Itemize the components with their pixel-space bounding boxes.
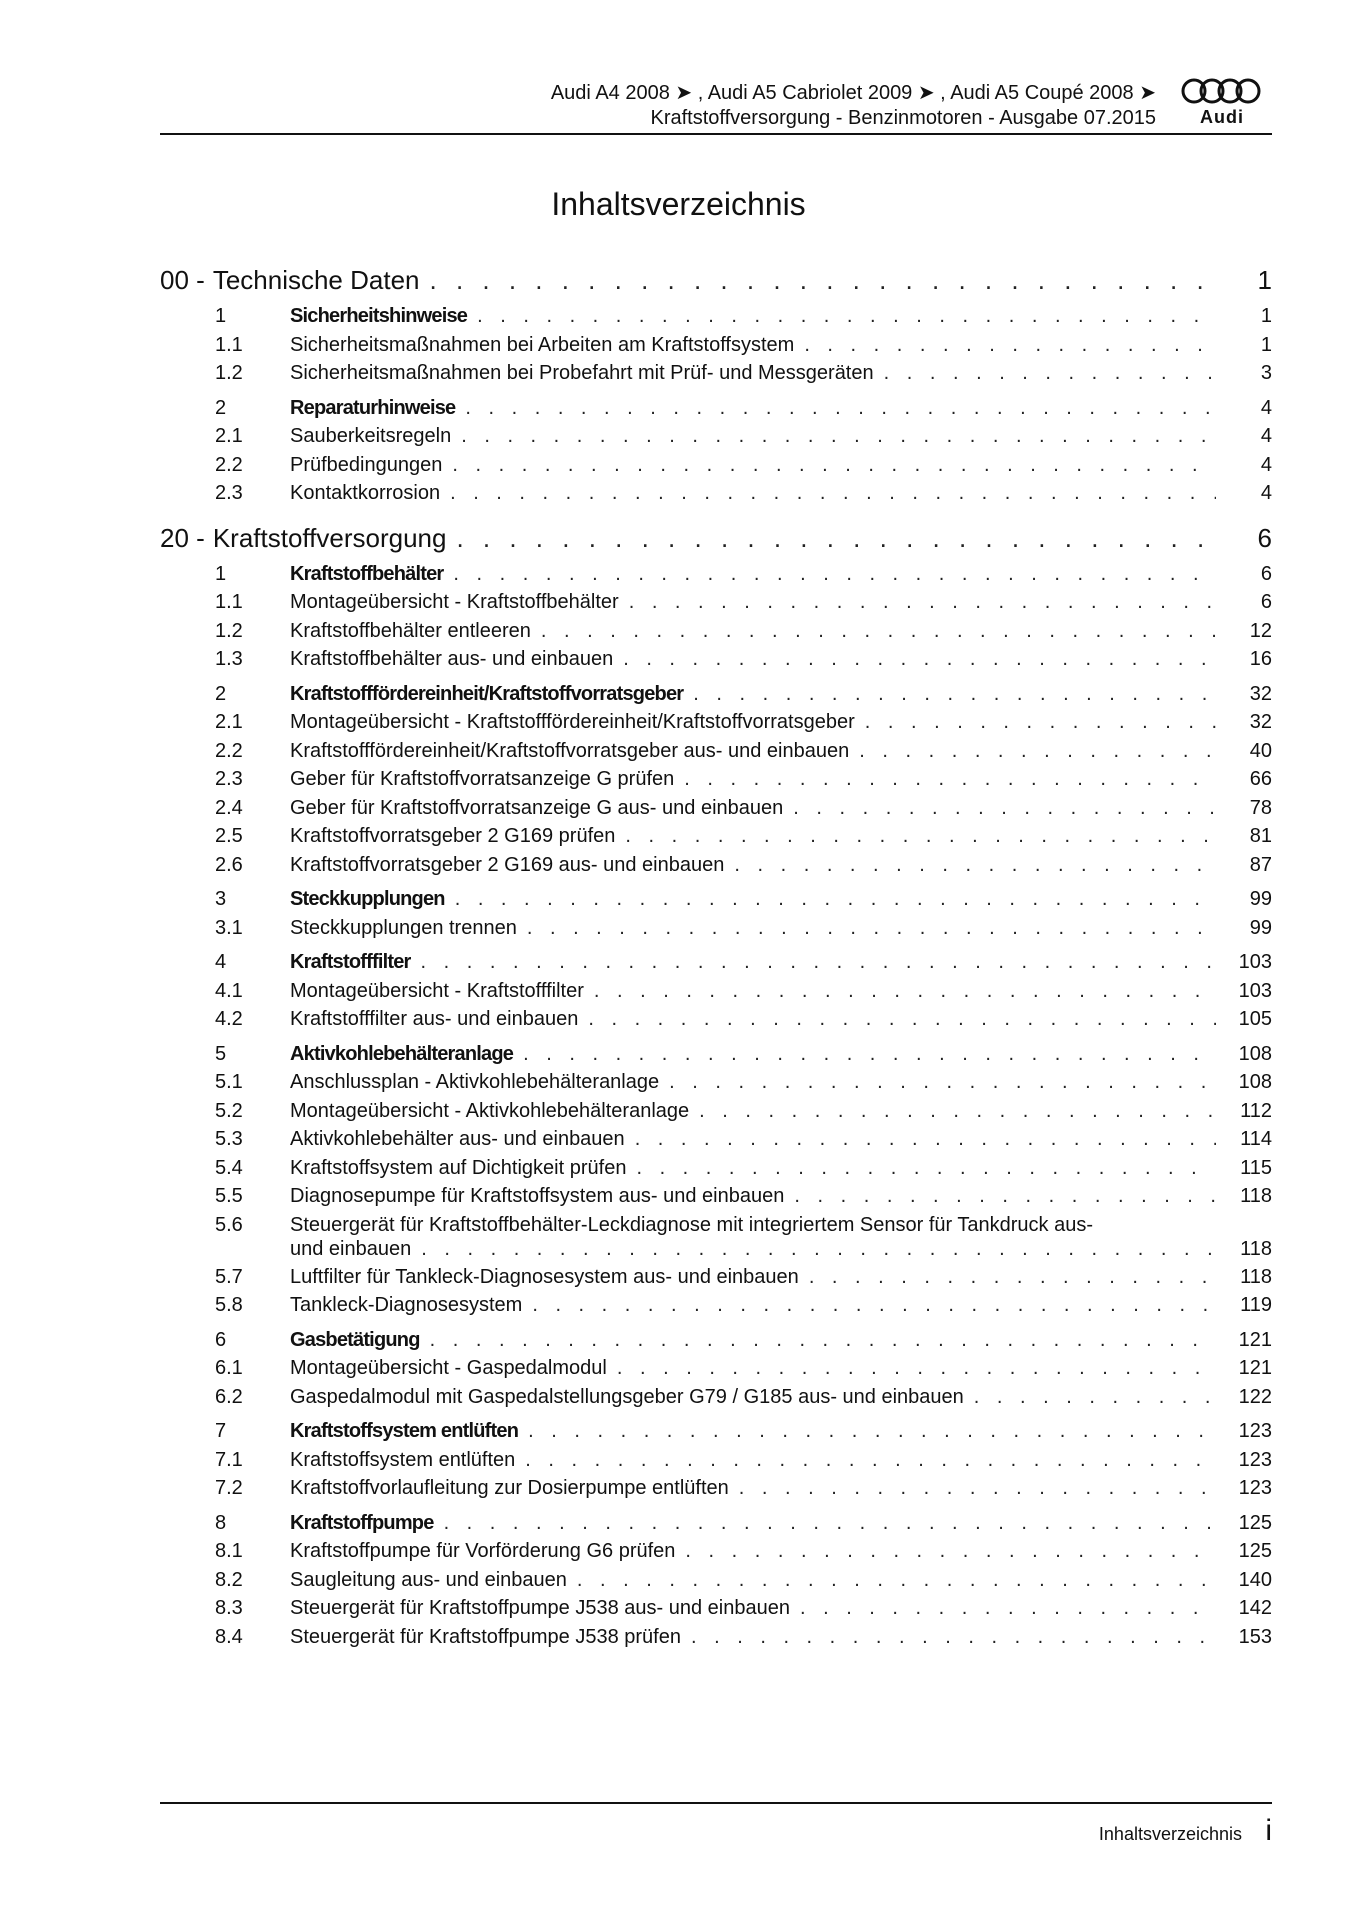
- toc-entry-number: 5.1: [215, 1071, 243, 1093]
- header-vehicle-line: Audi A4 2008 ➤ , Audi A5 Cabriolet 2009 ➤ , Audi A5 Coupé 2008 ➤: [550, 82, 1156, 104]
- toc-leader-dots: [636, 1157, 1216, 1180]
- toc-section[interactable]: [160, 1512, 1272, 1541]
- toc-leader-dots: [594, 980, 1216, 1003]
- toc-leader-dots: [456, 523, 1222, 554]
- toc-entry-page: 32: [1249, 711, 1272, 733]
- toc-entry-label: Montageübersicht - Gaspedalmodul: [290, 1357, 607, 1379]
- footer-page-number: i: [1265, 1814, 1272, 1847]
- toc-leader-dots: [430, 1329, 1216, 1352]
- toc-leader-dots: [532, 1294, 1216, 1317]
- toc-subsection[interactable]: [160, 620, 1272, 649]
- toc-entry-page: 3: [1260, 362, 1272, 384]
- toc-entry-label: Kraftstofffilter aus- und einbauen: [290, 1008, 579, 1030]
- toc-leader-dots: [691, 1626, 1216, 1649]
- toc-entry-page: 4: [1260, 453, 1272, 476]
- toc-entry-label: Kraftstoffbehälter aus- und einbauen: [290, 648, 614, 670]
- toc-entry-page: 118: [1240, 1265, 1272, 1288]
- toc-section[interactable]: [160, 1420, 1272, 1449]
- toc-entry-label-continued: und einbauen: [290, 1237, 412, 1260]
- toc-leader-dots: [477, 305, 1216, 328]
- toc-entry-label: Kraftstofffördereinheit/Kraftstoffvorratsgeber aus- und einbauen: [290, 739, 850, 762]
- toc-entry-number: 1.1: [215, 333, 243, 356]
- toc-section[interactable]: [160, 888, 1272, 917]
- toc-entry-number: 5.6: [215, 1213, 243, 1236]
- toc-subsection[interactable]: [160, 854, 1272, 883]
- toc-entry-number: 2.2: [215, 739, 243, 762]
- audi-rings-icon: [1172, 76, 1272, 106]
- toc-entry-page: 114: [1240, 1128, 1272, 1150]
- toc-entry-number: 2.3: [215, 482, 243, 504]
- toc-entry-label: Sicherheitsmaßnahmen bei Arbeiten am Kraftstoffsystem: [290, 333, 795, 356]
- toc-entry-page: 125: [1238, 1511, 1272, 1534]
- toc-leader-dots: [527, 917, 1216, 940]
- toc-leader-dots: [804, 334, 1216, 357]
- toc-entry-page: 6: [1260, 562, 1272, 585]
- toc-leader-dots: [794, 1185, 1216, 1208]
- toc-entry-page: 99: [1249, 916, 1272, 939]
- toc-leader-dots: [617, 1357, 1216, 1380]
- toc-entry-page: 6: [1260, 591, 1272, 613]
- toc-entry-number: 5.8: [215, 1294, 243, 1316]
- toc-entry-label: Montageübersicht - Kraftstoffbehälter: [290, 591, 619, 613]
- toc-entry-label: Montageübersicht - Aktivkohlebehälteranlage: [290, 1099, 690, 1122]
- toc-entry-page: 142: [1238, 1597, 1272, 1619]
- toc-entry-page: 4: [1260, 482, 1272, 504]
- toc-entry-number: 6.2: [215, 1385, 243, 1408]
- toc-subsection[interactable]: [160, 917, 1272, 946]
- toc-subsection[interactable]: [160, 1100, 1272, 1129]
- toc-entry-number: 5.3: [215, 1128, 243, 1150]
- toc-leader-dots: [629, 591, 1216, 614]
- toc-subsection[interactable]: [160, 1569, 1272, 1598]
- toc-entry-page: 78: [1249, 796, 1272, 819]
- toc-subsection[interactable]: [160, 362, 1272, 391]
- toc-chapter[interactable]: [160, 265, 1272, 299]
- toc-subsection[interactable]: [160, 1357, 1272, 1386]
- toc-entry-label: Luftfilter für Tankleck-Diagnosesystem aus- und einbauen: [290, 1265, 799, 1288]
- page-footer: [160, 1802, 1272, 1847]
- toc-subsection[interactable]: [160, 1157, 1272, 1186]
- toc-entry-number: 7.2: [215, 1477, 243, 1499]
- toc-subsection[interactable]: [160, 1626, 1272, 1655]
- toc-entry-label: Prüfbedingungen: [290, 453, 443, 476]
- toc-entry-label: Kraftstoffsystem auf Dichtigkeit prüfen: [290, 1156, 627, 1179]
- header-document-line: Kraftstoffversorgung - Benzinmotoren - Ausgabe 07.2015: [650, 107, 1156, 129]
- toc-entry-number: 2.5: [215, 825, 243, 847]
- toc-leader-dots: [739, 1477, 1216, 1500]
- toc-section[interactable]: [160, 397, 1272, 426]
- toc-leader-dots: [528, 1420, 1216, 1443]
- toc-entry-page: 103: [1238, 979, 1272, 1002]
- toc-subsection[interactable]: [160, 1266, 1272, 1295]
- page-header: [160, 74, 1272, 134]
- toc-leader-dots: [588, 1008, 1216, 1031]
- toc-entry-page: 32: [1249, 682, 1272, 705]
- toc-leader-dots: [974, 1386, 1216, 1409]
- toc-subsection[interactable]: [160, 980, 1272, 1009]
- toc-entry-label: Sicherheitsmaßnahmen bei Probefahrt mit Prüf- und Messgeräten: [290, 362, 874, 384]
- toc-entry-number: 5.4: [215, 1156, 243, 1179]
- toc-entry-label: Montageübersicht - Kraftstofffilter: [290, 979, 584, 1002]
- toc-entry-number: 4.2: [215, 1008, 243, 1030]
- toc-entry-label: Kraftstoffbehälter: [290, 562, 444, 585]
- toc-leader-dots: [635, 1128, 1216, 1151]
- toc-entry-line: [160, 1214, 1272, 1238]
- toc-entry-page: 87: [1249, 853, 1272, 876]
- toc-subsection[interactable]: [160, 591, 1272, 620]
- toc-entry-number: 2.3: [215, 768, 243, 790]
- toc-entry-label: Geber für Kraftstoffvorratsanzeige G prüfen: [290, 768, 675, 790]
- toc-subsection[interactable]: [160, 425, 1272, 454]
- toc-leader-dots: [421, 951, 1216, 974]
- toc-leader-dots: [669, 1071, 1216, 1094]
- toc-entry-page: 81: [1249, 825, 1272, 847]
- toc-subsection[interactable]: [160, 454, 1272, 483]
- toc-leader-dots: [865, 711, 1216, 734]
- toc-subsection[interactable]: [160, 1128, 1272, 1157]
- toc-entry-page: 103: [1238, 951, 1272, 973]
- toc-entry-label: Aktivkohlebehälteranlage: [290, 1042, 514, 1065]
- toc-subsection[interactable]: [160, 740, 1272, 769]
- toc-subsection[interactable]: [160, 1008, 1272, 1037]
- toc-entry-page: 16: [1249, 648, 1272, 670]
- toc-entry-line: [160, 1238, 1272, 1266]
- toc-leader-dots: [685, 1540, 1216, 1563]
- toc-entry-page: 1: [1260, 333, 1272, 356]
- toc-entry-number: 6.1: [215, 1357, 243, 1379]
- toc-leader-dots: [859, 740, 1216, 763]
- toc-entry-number: 2: [215, 396, 227, 419]
- toc-leader-dots: [699, 1100, 1216, 1123]
- toc-entry-number: 2.2: [215, 453, 243, 476]
- toc-leader-dots: [800, 1597, 1216, 1620]
- toc-chapter[interactable]: [160, 523, 1272, 557]
- toc-subsection[interactable]: [160, 1597, 1272, 1626]
- audi-logo-text: Audi: [1200, 107, 1244, 127]
- toc-entry-page: 115: [1240, 1156, 1272, 1179]
- toc-entry-label: Gaspedalmodul mit Gaspedalstellungsgeber G79 / G185 aus- und einbauen: [290, 1385, 964, 1408]
- toc-entry-page: 121: [1238, 1328, 1272, 1351]
- toc-entry-page: 4: [1260, 425, 1272, 447]
- toc-leader-dots: [465, 397, 1216, 420]
- toc-entry-number: 2.1: [215, 711, 243, 733]
- toc-entry-number: 4: [215, 951, 227, 973]
- toc-entry-label: Diagnosepumpe für Kraftstoffsystem aus- und einbauen: [290, 1185, 785, 1207]
- toc-subsection[interactable]: [160, 1449, 1272, 1478]
- toc-entry-number: 5.5: [215, 1185, 243, 1207]
- toc-entry-number: 5.2: [215, 1099, 243, 1122]
- toc-entry-number: 1: [215, 562, 227, 585]
- toc-entry-page: 122: [1238, 1385, 1272, 1408]
- toc-entry-label: Montageübersicht - Kraftstofffördereinheit/Kraftstoffvorratsgeber: [290, 711, 855, 733]
- toc-entry-label: Reparaturhinweise: [290, 396, 456, 419]
- toc-leader-dots: [884, 362, 1216, 385]
- toc-entry-page: 1: [1260, 305, 1272, 327]
- toc-subsection[interactable]: [160, 1294, 1272, 1323]
- toc-entry-label: Kraftstoffvorlaufleitung zur Dosierpumpe entlüften: [290, 1477, 729, 1499]
- toc-entry-number: 5.7: [215, 1265, 243, 1288]
- toc-entry-page: 123: [1238, 1420, 1272, 1442]
- toc-leader-dots: [577, 1569, 1216, 1592]
- toc-entry-number: 3: [215, 888, 227, 910]
- toc-entry-label: Sauberkeitsregeln: [290, 425, 452, 447]
- toc-entry-page: 153: [1238, 1625, 1272, 1648]
- toc-entry-page: 112: [1240, 1099, 1272, 1122]
- toc-entry-number: 8.2: [215, 1568, 243, 1591]
- toc-entry-label: Kraftstoffbehälter entleeren: [290, 619, 531, 642]
- toc-entry-label: Kraftstoffvorratsgeber 2 G169 aus- und einbauen: [290, 853, 725, 876]
- toc-leader-dots: [541, 620, 1216, 643]
- toc-entry-page: 140: [1238, 1568, 1272, 1591]
- toc-entry-number: 6: [215, 1328, 227, 1351]
- toc-entry-number: 2.1: [215, 425, 243, 447]
- toc-leader-dots: [809, 1266, 1216, 1289]
- toc-entry-number: 8.3: [215, 1597, 243, 1619]
- table-of-contents: [160, 265, 1272, 1654]
- toc-leader-dots: [693, 683, 1216, 706]
- toc-entry-label: Kraftstoffpumpe für Vorförderung G6 prüfen: [290, 1540, 676, 1562]
- toc-entry-page: 40: [1249, 739, 1272, 762]
- toc-entry-number: 8: [215, 1511, 227, 1534]
- toc-subsection[interactable]: [160, 1540, 1272, 1569]
- toc-leader-dots: [684, 768, 1216, 791]
- toc-entry-label: Kraftstoffsystem entlüften: [290, 1448, 516, 1471]
- toc-entry-number: 7: [215, 1420, 227, 1442]
- toc-entry-label: Kraftstoffversorgung: [212, 522, 447, 553]
- toc-entry-number: 00 -: [160, 265, 205, 295]
- toc-entry-number: 5: [215, 1042, 227, 1065]
- toc-subsection[interactable]: [160, 1071, 1272, 1100]
- toc-section[interactable]: [160, 951, 1272, 980]
- toc-entry-number: 20 -: [160, 522, 205, 553]
- toc-section[interactable]: [160, 683, 1272, 712]
- toc-entry-page: 4: [1260, 396, 1272, 419]
- audi-logo: [1172, 76, 1272, 134]
- toc-entry-page: 108: [1238, 1042, 1272, 1065]
- toc-subsection[interactable]: [160, 1386, 1272, 1415]
- toc-entry-page: 118: [1240, 1185, 1272, 1207]
- toc-entry-number: 8.4: [215, 1625, 243, 1648]
- toc-leader-dots: [734, 854, 1216, 877]
- toc-entry-label: Gasbetätigung: [290, 1328, 420, 1351]
- toc-entry-label: Steckkupplungen trennen: [290, 916, 517, 939]
- toc-entry-label: Kraftstoffpumpe: [290, 1511, 434, 1534]
- toc-subsection[interactable]: [160, 1214, 1272, 1266]
- toc-leader-dots: [455, 888, 1216, 911]
- toc-entry-page: 119: [1240, 1294, 1272, 1316]
- toc-entry-label: Kraftstoffvorratsgeber 2 G169 prüfen: [290, 825, 616, 847]
- toc-leader-dots: [444, 1512, 1216, 1535]
- toc-entry-page: 125: [1238, 1540, 1272, 1562]
- toc-entry-label: Aktivkohlebehälter aus- und einbauen: [290, 1128, 625, 1150]
- toc-entry-page: 121: [1238, 1357, 1272, 1379]
- toc-entry-number: 3.1: [215, 916, 243, 939]
- toc-entry-label: Kraftstofffilter: [290, 951, 411, 973]
- toc-entry-page: 99: [1249, 888, 1272, 910]
- toc-subsection[interactable]: [160, 648, 1272, 677]
- toc-section[interactable]: [160, 305, 1272, 334]
- toc-leader-dots: [525, 1449, 1216, 1472]
- toc-entry-number: 2.6: [215, 853, 243, 876]
- toc-entry-label: Sicherheitshinweise: [290, 305, 468, 327]
- toc-entry-page: 105: [1238, 1008, 1272, 1030]
- toc-entry-label: Steckkupplungen: [290, 888, 445, 910]
- toc-leader-dots: [793, 797, 1216, 820]
- toc-entry-number: 8.1: [215, 1540, 243, 1562]
- toc-subsection[interactable]: [160, 1477, 1272, 1506]
- toc-entry-page: 66: [1249, 768, 1272, 790]
- toc-subsection[interactable]: [160, 1185, 1272, 1214]
- toc-entry-label: Saugleitung aus- und einbauen: [290, 1568, 567, 1591]
- toc-section[interactable]: [160, 563, 1272, 592]
- toc-entry-page: 123: [1238, 1477, 1272, 1499]
- toc-entry-number: 2: [215, 682, 227, 705]
- toc-subsection[interactable]: [160, 768, 1272, 797]
- toc-subsection[interactable]: [160, 797, 1272, 826]
- toc-section[interactable]: [160, 1329, 1272, 1358]
- toc-leader-dots: [452, 454, 1216, 477]
- toc-subsection[interactable]: [160, 825, 1272, 854]
- toc-entry-label: Steuergerät für Kraftstoffpumpe J538 prüfen: [290, 1625, 681, 1648]
- toc-leader-dots: [453, 563, 1216, 586]
- toc-subsection[interactable]: [160, 482, 1272, 511]
- toc-entry-page: 6: [1257, 522, 1272, 553]
- footer-rule: [160, 1802, 1272, 1804]
- toc-entry-page: 108: [1238, 1071, 1272, 1093]
- toc-entry-label: Kontaktkorrosion: [290, 482, 441, 504]
- toc-subsection[interactable]: [160, 711, 1272, 740]
- toc-entry-number: 1.3: [215, 648, 243, 670]
- toc-subsection[interactable]: [160, 334, 1272, 363]
- toc-entry-label: Kraftstofffördereinheit/Kraftstoffvorratsgeber: [290, 682, 684, 705]
- toc-entry-label: Geber für Kraftstoffvorratsanzeige G aus- und einbauen: [290, 796, 784, 819]
- toc-entry-number: 1.1: [215, 591, 243, 613]
- toc-entry-page: 12: [1249, 619, 1272, 642]
- toc-entry-label: Tankleck-Diagnosesystem: [290, 1294, 523, 1316]
- header-rule: [160, 133, 1272, 135]
- toc-entry-number: 1.2: [215, 619, 243, 642]
- toc-entry-label: Anschlussplan - Aktivkohlebehälteranlage: [290, 1071, 660, 1093]
- toc-entry-number: 1: [215, 305, 227, 327]
- toc-section[interactable]: [160, 1043, 1272, 1072]
- toc-entry-number: 4.1: [215, 979, 243, 1002]
- toc-entry-label: Technische Daten: [212, 265, 420, 295]
- toc-leader-dots: [623, 648, 1216, 671]
- footer-label: Inhaltsverzeichnis: [1098, 1824, 1242, 1844]
- toc-entry-page: 118: [1240, 1237, 1272, 1260]
- toc-entry-label: Steuergerät für Kraftstoffpumpe J538 aus- und einbauen: [290, 1597, 790, 1619]
- toc-entry-number: 1.2: [215, 362, 243, 384]
- toc-leader-dots: [625, 825, 1216, 848]
- toc-leader-dots: [461, 425, 1216, 448]
- toc-leader-dots: [450, 482, 1216, 505]
- toc-leader-dots: [430, 265, 1223, 296]
- toc-entry-page: 1: [1257, 265, 1272, 295]
- toc-entry-label: Kraftstoffsystem entlüften: [290, 1420, 519, 1442]
- toc-entry-number: 2.4: [215, 796, 243, 819]
- toc-entry-number: 7.1: [215, 1448, 243, 1471]
- toc-leader-dots: [421, 1238, 1216, 1261]
- toc-entry-page: 123: [1238, 1448, 1272, 1471]
- page-title: Inhaltsverzeichnis: [551, 186, 806, 222]
- toc-leader-dots: [523, 1043, 1216, 1066]
- toc-entry-label: Steuergerät für Kraftstoffbehälter-Leckdiagnose mit integriertem Sensor für Tankdruck aus-: [290, 1213, 1093, 1236]
